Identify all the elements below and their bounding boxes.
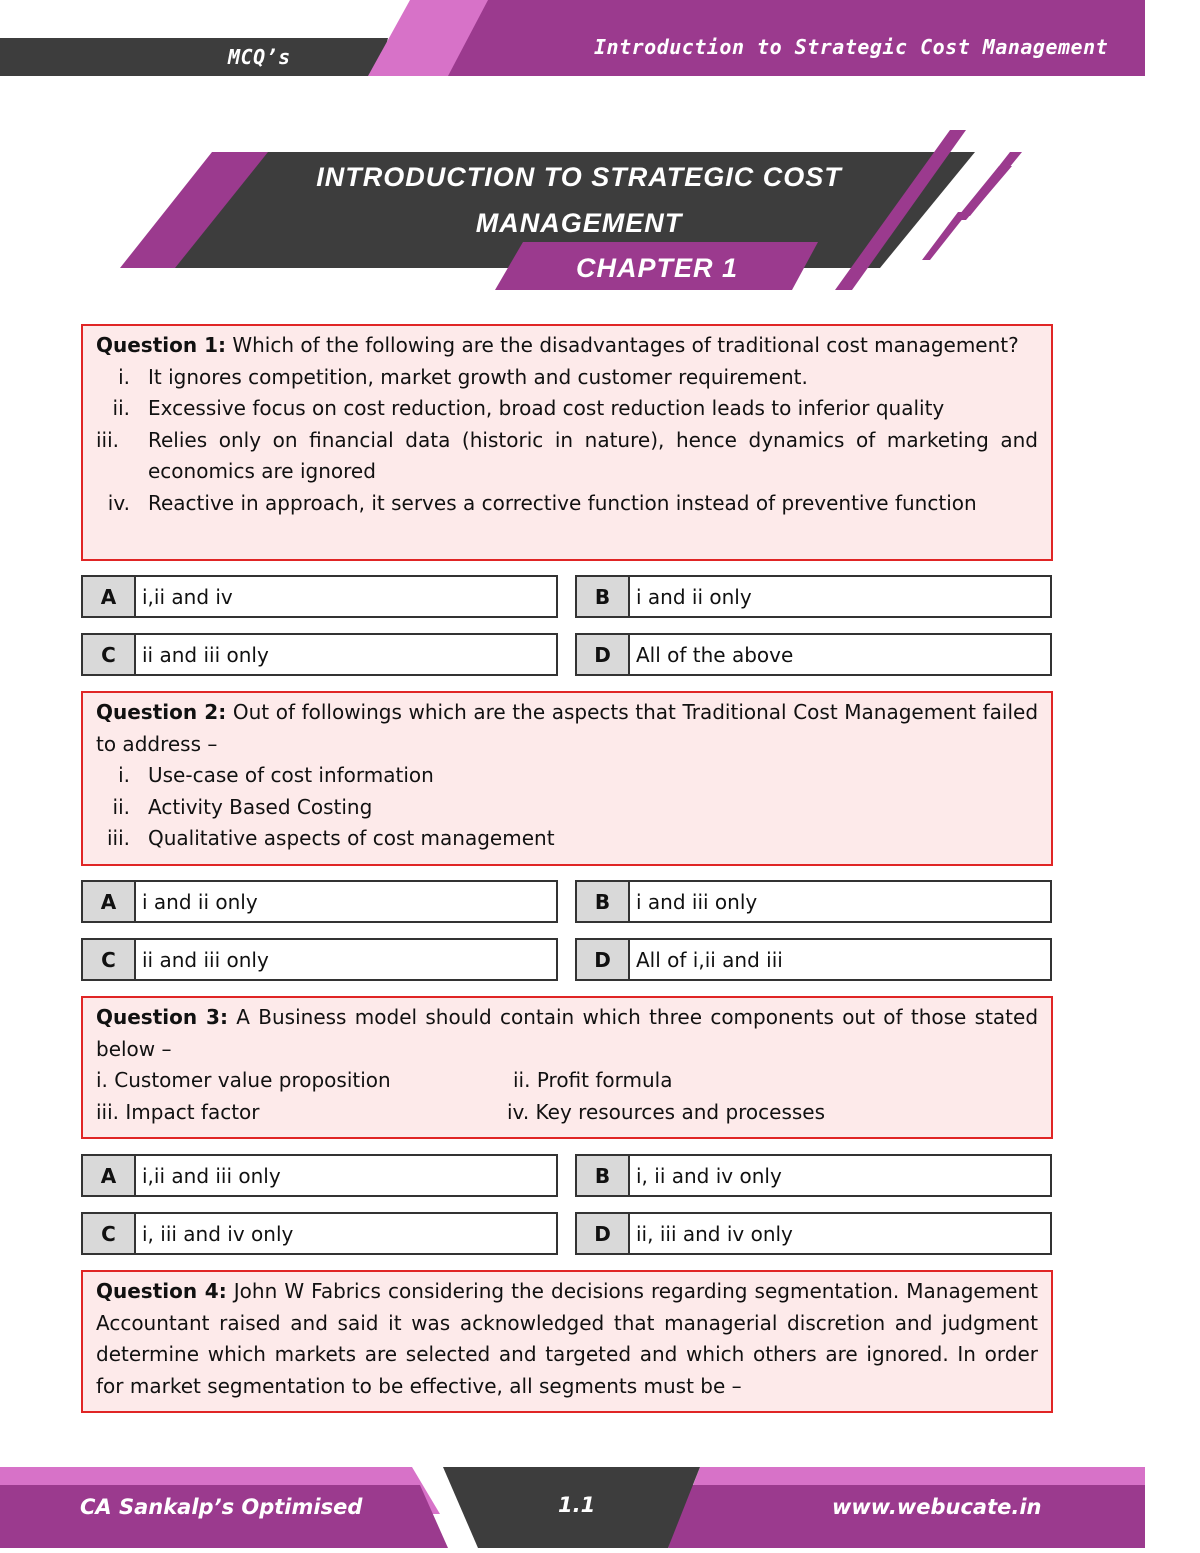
- question-4-text: John W Fabrics considering the decisions regarding segmentation. Management Accountant raised and said it was acknowledged that managerial discretion and judgment determine which markets are selected and targeted and which others are ignored. In order for market segmentation to be effective, all segments must be –: [96, 1279, 1038, 1398]
- list-item: iii. Qualitative aspects of cost management: [106, 826, 555, 850]
- header-left-label: MCQ’s: [228, 45, 291, 69]
- list-item: i. Use-case of cost information: [118, 763, 434, 787]
- page-number: 1.1: [558, 1493, 596, 1517]
- list-item: iii. Impact factor: [96, 1099, 260, 1124]
- list-item: ii. Profit formula: [513, 1068, 673, 1092]
- q3-option-a[interactable]: A i,ii and iii only: [81, 1154, 558, 1197]
- question-3-text: A Business model should contain which three components out of those stated below –: [96, 1005, 1039, 1061]
- question-4-box: [81, 1270, 1053, 1413]
- footer-website-link[interactable]: www.webucate.in: [832, 1495, 1042, 1519]
- q2-option-b[interactable]: B i and iii only: [575, 880, 1052, 923]
- list-item: ii. Excessive focus on cost reduction, broad cost reduction leads to inferior quality: [112, 396, 945, 420]
- list-item: iv. Reactive in approach, it serves a corrective function instead of preventive function: [107, 490, 977, 515]
- list-item: iii. Relies only on financial data (historic in nature), hence dynamics of marketing and economics are ignored: [96, 427, 1038, 483]
- question-1-box: [81, 324, 1053, 561]
- list-item: i. It ignores competition, market growth and customer requirement.: [118, 364, 808, 389]
- question-1-label: Question 1:: [96, 333, 226, 357]
- list-item: ii. Activity Based Costing: [112, 794, 373, 819]
- q1-option-d[interactable]: D All of the above: [575, 633, 1052, 676]
- q3-option-c[interactable]: C i, iii and iv only: [81, 1212, 558, 1255]
- question-2-list: [96, 760, 1038, 855]
- question-2-text: Out of followings which are the aspects that Traditional Cost Management failed to address –: [96, 700, 1039, 756]
- list-item: i. Customer value proposition: [96, 1068, 391, 1092]
- header-right-label: Introduction to Strategic Cost Management: [594, 35, 1109, 59]
- question-2-box: [81, 691, 1053, 866]
- q1-option-b[interactable]: B i and ii only: [575, 575, 1052, 618]
- question-4-label: Question 4:: [96, 1279, 227, 1303]
- q1-option-c[interactable]: C ii and iii only: [81, 633, 558, 676]
- page-title-line2: MANAGEMENT: [475, 208, 683, 238]
- chapter-label: CHAPTER 1: [575, 253, 739, 283]
- question-1-list: [96, 362, 1038, 520]
- question-3-label: Question 3:: [96, 1005, 228, 1029]
- q1-option-a[interactable]: A i,ii and iv: [81, 575, 558, 618]
- q2-option-a[interactable]: A i and ii only: [81, 880, 558, 923]
- question-2-label: Question 2:: [96, 700, 227, 724]
- question-3-box: [81, 996, 1053, 1139]
- q2-option-d[interactable]: D All of i,ii and iii: [575, 938, 1052, 981]
- footer-left-label: CA Sankalp’s Optimised: [80, 1495, 363, 1519]
- q2-option-c[interactable]: C ii and iii only: [81, 938, 558, 981]
- list-item: iv. Key resources and processes: [507, 1099, 826, 1124]
- page-title-line1: INTRODUCTION TO STRATEGIC COST: [316, 162, 842, 192]
- q3-option-b[interactable]: B i, ii and iv only: [575, 1154, 1052, 1197]
- q3-option-d[interactable]: D ii, iii and iv only: [575, 1212, 1052, 1255]
- question-1-text: Which of the following are the disadvantages of traditional cost management?: [232, 333, 1019, 357]
